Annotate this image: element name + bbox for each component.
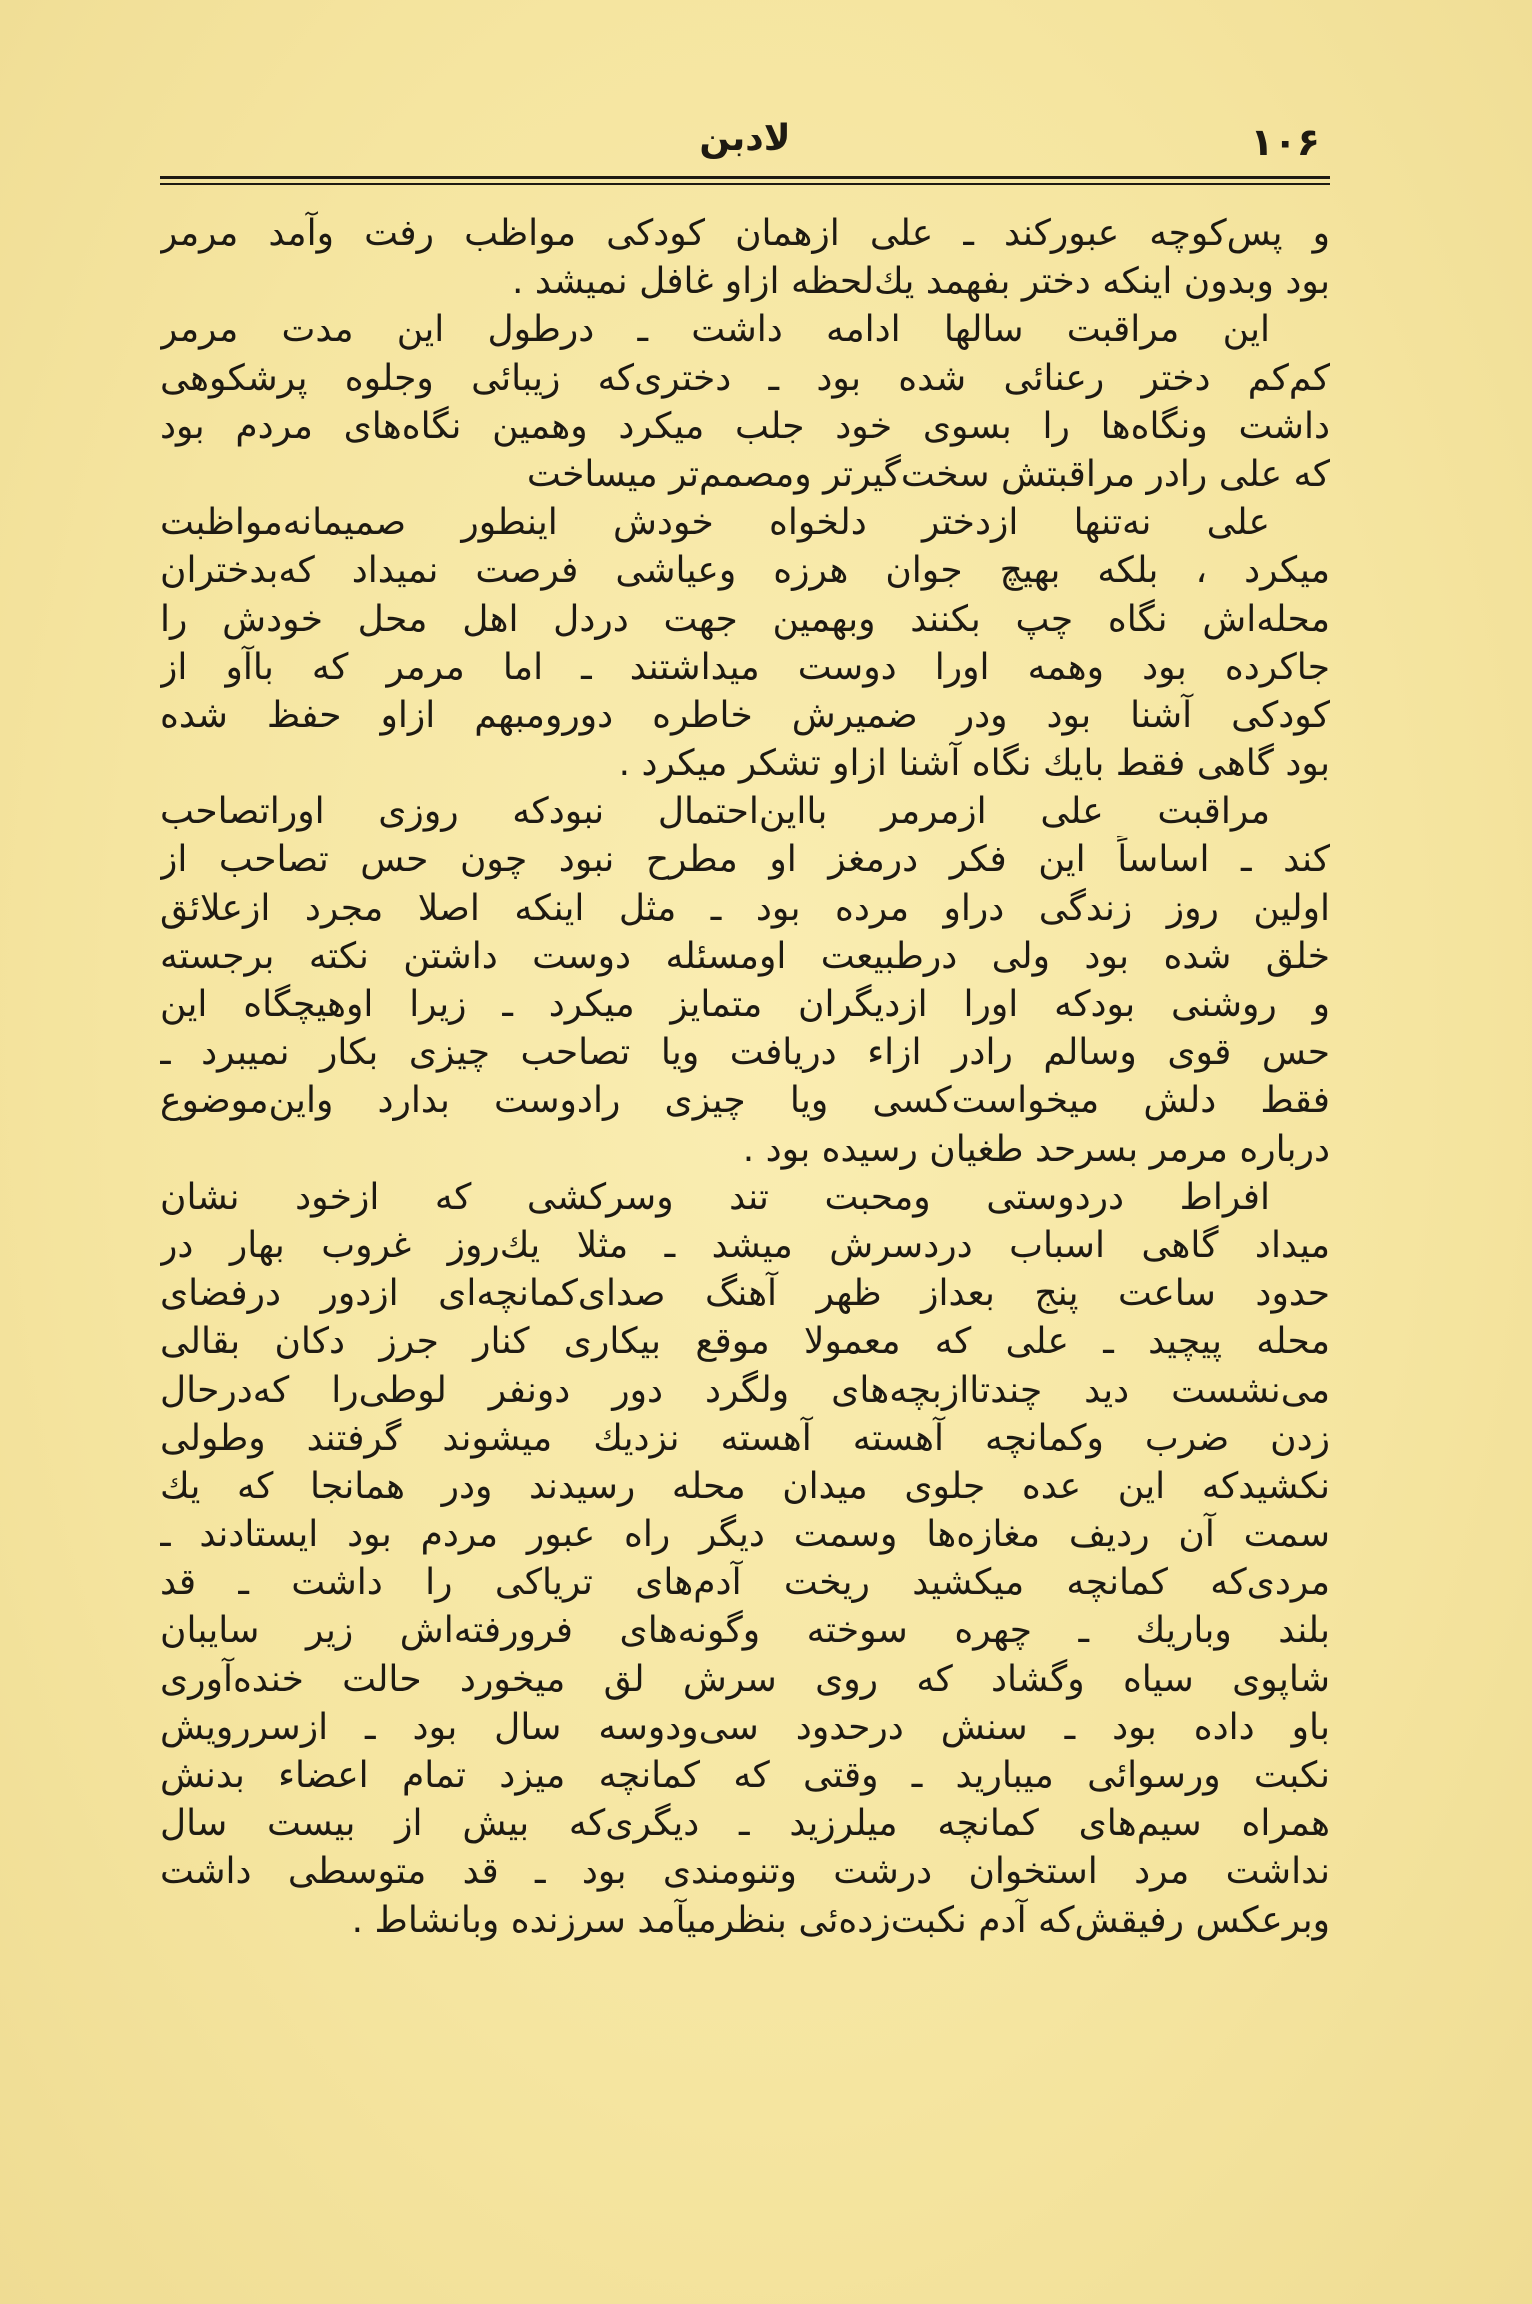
body-text bbox=[160, 210, 1330, 1945]
text-line: همراه سیم‌های کمانچه میلرزید ـ دیگری‌که بیش از بیست سال bbox=[160, 1803, 1330, 1845]
text-line: علی نه‌تنها ازدختر دلخواه خودش اینطور صمیمانه‌مواظبت bbox=[160, 502, 1270, 544]
text-line: مراقبت علی ازمرمر بااین‌احتمال نبودکه روزی اوراتصاحب bbox=[160, 791, 1270, 833]
text-line: سمت آن ردیف مغازه‌ها وسمت دیگر راه عبور مردم بود ایستادند ـ bbox=[160, 1514, 1330, 1556]
header-rule bbox=[160, 176, 1330, 179]
text-line: حدود ساعت پنج بعداز ظهر آهنگ صدای‌کمانچه‌ای ازدور درفضای bbox=[160, 1273, 1330, 1315]
text-line: وبرعکس رفیقش‌که آدم نکبت‌زده‌ئی بنظرمیآمد سرزنده وبانشاط . bbox=[351, 1899, 1330, 1941]
page-header bbox=[160, 118, 1330, 178]
text-line: که علی رادر مراقبتش سخت‌گیرتر ومصمم‌تر میساخت bbox=[526, 453, 1330, 495]
text-line: میداد گاهی اسباب دردسرش میشد ـ مثلا یك‌روز غروب بهار در bbox=[160, 1224, 1330, 1266]
text-line: حس قوی وسالم رادر ازاء دریافت ویا تصاحب چیزی بکار نمیبرد ـ bbox=[160, 1032, 1330, 1074]
text-line: و پس‌کوچه عبورکند ـ علی ازهمان کودکی مواظب رفت وآمد مرمر bbox=[160, 213, 1330, 254]
text-line: شاپوی سیاه وگشاد که روی سرش لق میخورد حالت خنده‌آوری bbox=[160, 1658, 1330, 1700]
text-line: داشت ونگاه‌ها را بسوی خود جلب میکرد وهمین نگاه‌های مردم بود bbox=[160, 405, 1330, 447]
text-line: باو داده بود ـ سنش درحدود سی‌ودوسه سال بود ـ ازسررویش bbox=[160, 1706, 1330, 1748]
text-line: درباره مرمر بسرحد طغیان رسیده بود . bbox=[742, 1128, 1330, 1170]
text-line: و روشنی بودکه اورا ازدیگران متمایز میکرد ـ زیرا اوهیچگاه این bbox=[160, 984, 1330, 1025]
header-rule-thin bbox=[160, 183, 1330, 185]
text-line: بود گاهی فقط بایك نگاه آشنا ازاو تشکر میکرد . bbox=[618, 743, 1330, 785]
text-line: زدن ضرب وکمانچه آهسته آهسته نزدیك میشوند گرفتند وطولی bbox=[160, 1417, 1330, 1459]
text-line: فقط دلش میخواست‌کسی ویا چیزی رادوست بدارد واین‌موضوع bbox=[160, 1080, 1330, 1122]
text-line: نداشت مرد استخوان درشت وتنومندی بود ـ قد متوسطی داشت bbox=[160, 1851, 1330, 1893]
text-line: خلق شده بود ولی درطبیعت اومسئله دوست داشتن نکته برجسته bbox=[160, 935, 1330, 977]
text-line: جاکرده بود وهمه اورا دوست میداشتند ـ اما مرمر که باآو از bbox=[160, 646, 1330, 688]
text-line: افراط دردوستی ومحبت تند وسرکشی که ازخود نشان bbox=[160, 1176, 1270, 1218]
text-line: می‌نشست دید چندتاازبچه‌های ولگرد دور دونفر لوطی‌را که‌درحال bbox=[160, 1369, 1330, 1411]
text-line: بود وبدون اینکه دختر بفهمد یك‌لحظه ازاو غافل نمیشد . bbox=[512, 261, 1330, 303]
text-line: محله پیچید ـ علی که معمولا موقع بیکاری کنار جرز دکان بقالی bbox=[160, 1321, 1330, 1363]
running-title: لادبن bbox=[699, 118, 791, 159]
text-line: نکبت ورسوائی میبارید ـ وقتی که کمانچه میزد تمام اعضاء بدنش bbox=[160, 1755, 1330, 1796]
text-line: کم‌کم دختر رعنائی شده بود ـ دختری‌که زیبائی وجلوه پرشکوهی bbox=[160, 357, 1330, 399]
text-line: کودکی آشنا بود ودر ضمیرش خاطره دورومبهم ازاو حفظ شده bbox=[160, 694, 1330, 736]
text-line: اولین روز زندگی دراو مرده بود ـ مثل اینکه اصلا مجرد ازعلائق bbox=[160, 887, 1330, 929]
text-line: محله‌اش نگاه چپ بکنند وبهمین جهت دردل اهل محل خودش را bbox=[160, 598, 1330, 640]
text-line: این مراقبت سالها ادامه داشت ـ درطول این مدت مرمر bbox=[160, 309, 1270, 351]
text-line: بلند وباریك ـ چهره سوخته وگونه‌های فرورفته‌اش زیر سایبان bbox=[160, 1610, 1330, 1652]
text-line: میکرد ، بلکه بهیچ جوان هرزه وعیاشی فرصت نمیداد که‌بدختران bbox=[160, 550, 1330, 592]
page-number: ۱۰۶ bbox=[1250, 120, 1320, 164]
text-line: مردی‌که کمانچه میکشید ریخت آدم‌های تریاکی را داشت ـ قد bbox=[160, 1562, 1330, 1604]
text-line: کند ـ اساساً این فکر درمغز او مطرح نبود چون حس تصاحب از bbox=[160, 839, 1330, 881]
text-line: نکشیدکه این عده جلوی میدان محله رسیدند ودر همانجا که یك bbox=[160, 1465, 1330, 1507]
